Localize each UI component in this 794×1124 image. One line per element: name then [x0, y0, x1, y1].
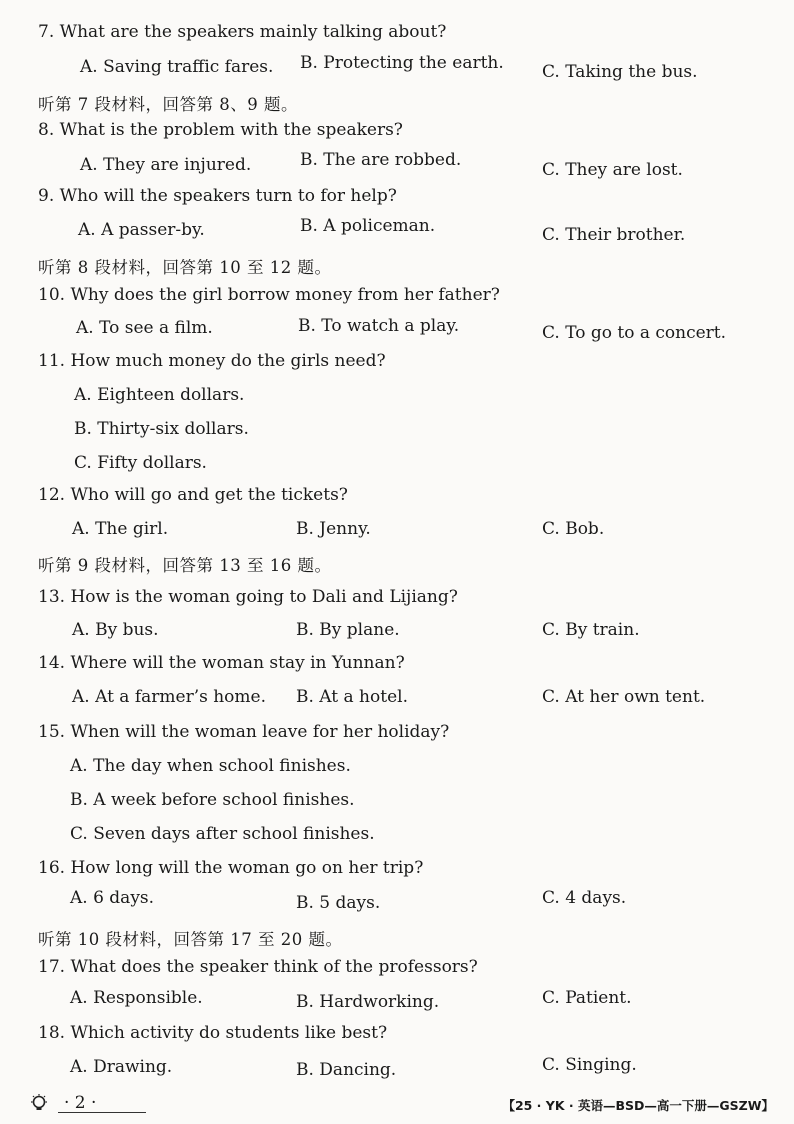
document-code: 【25 · YK · 英语—BSD—高一下册—GSZW】 [502, 1098, 774, 1113]
option-17b: B. Hardworking. [296, 992, 440, 1012]
option-17a: A. Responsible. [70, 988, 203, 1008]
option-17c: C. Patient. [542, 988, 632, 1008]
question-9: 9. Who will the speakers turn to for help? [38, 186, 397, 206]
option-9b: B. A policeman. [300, 216, 436, 236]
option-16b: B. 5 days. [296, 893, 381, 913]
question-12: 12. Who will go and get the tickets? [38, 485, 348, 505]
section-heading-7: 听第 7 段材料，回答第 8、9 题。 [38, 95, 298, 114]
question-7: 7. What are the speakers mainly talking about? [38, 22, 447, 42]
option-7b: B. Protecting the earth. [300, 53, 504, 73]
option-11a: A. Eighteen dollars. [74, 385, 245, 405]
option-13b: B. By plane. [296, 620, 400, 640]
page-number: · 2 · [64, 1093, 97, 1113]
option-12b: B. Jenny. [296, 519, 371, 539]
option-10c: C. To go to a concert. [542, 323, 727, 343]
option-8c: C. They are lost. [542, 160, 683, 180]
option-7c: C. Taking the bus. [542, 62, 698, 82]
option-14a: A. At a farmer’s home. [72, 687, 266, 707]
question-15: 15. When will the woman leave for her holiday? [38, 722, 450, 742]
option-8b: B. The are robbed. [300, 150, 462, 170]
option-14b: B. At a hotel. [296, 687, 408, 707]
option-13a: A. By bus. [72, 620, 159, 640]
option-18c: C. Singing. [542, 1055, 637, 1075]
option-16c: C. 4 days. [542, 888, 627, 908]
section-heading-9: 听第 9 段材料，回答第 13 至 16 题。 [38, 556, 332, 575]
option-15c: C. Seven days after school finishes. [70, 824, 375, 844]
option-18b: B. Dancing. [296, 1060, 397, 1080]
option-15a: A. The day when school finishes. [70, 756, 351, 776]
question-10: 10. Why does the girl borrow money from her father? [38, 285, 500, 305]
option-11b: B. Thirty-six dollars. [74, 419, 249, 439]
question-18: 18. Which activity do students like best? [38, 1023, 388, 1043]
option-12a: A. The girl. [72, 519, 169, 539]
option-8a: A. They are injured. [80, 155, 252, 175]
option-10a: A. To see a film. [76, 318, 213, 338]
option-7a: A. Saving traffic fares. [80, 57, 274, 77]
section-heading-10: 听第 10 段材料，回答第 17 至 20 题。 [38, 930, 343, 949]
option-14c: C. At her own tent. [542, 687, 706, 707]
option-9a: A. A passer-by. [78, 220, 205, 240]
option-15b: B. A week before school finishes. [70, 790, 355, 810]
lightbulb-icon [30, 1094, 48, 1114]
option-12c: C. Bob. [542, 519, 605, 539]
footer-rule [58, 1112, 146, 1113]
option-10b: B. To watch a play. [298, 316, 460, 336]
option-13c: C. By train. [542, 620, 640, 640]
question-14: 14. Where will the woman stay in Yunnan? [38, 653, 405, 673]
question-8: 8. What is the problem with the speakers? [38, 120, 403, 140]
option-9c: C. Their brother. [542, 225, 686, 245]
question-16: 16. How long will the woman go on her trip? [38, 858, 424, 878]
question-11: 11. How much money do the girls need? [38, 351, 386, 371]
question-17: 17. What does the speaker think of the professors? [38, 957, 478, 977]
option-18a: A. Drawing. [70, 1057, 173, 1077]
question-13: 13. How is the woman going to Dali and Lijiang? [38, 587, 458, 607]
section-heading-8: 听第 8 段材料，回答第 10 至 12 题。 [38, 258, 332, 277]
option-16a: A. 6 days. [70, 888, 155, 908]
option-11c: C. Fifty dollars. [74, 453, 207, 473]
